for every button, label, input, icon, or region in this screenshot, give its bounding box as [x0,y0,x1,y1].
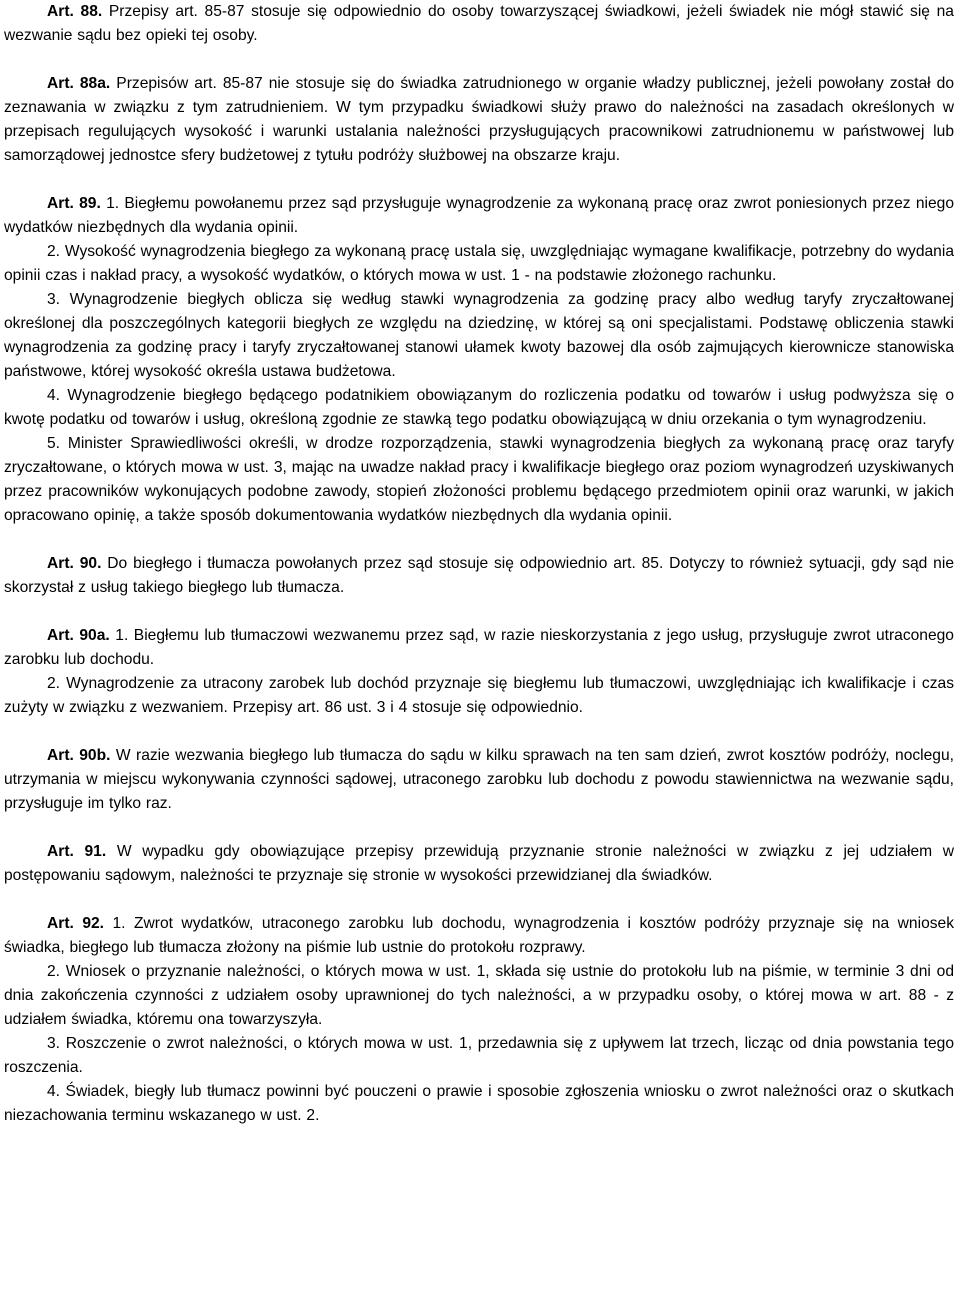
article-89-paragraph-5: 5. Minister Sprawiedliwości określi, w drodze rozporządzenia, stawki wynagrodzenia biegłych za wykonaną pracę oraz taryfy zryczałtowane, o których mowa w ust. 3, mając na uwadze nakład pracy i kwalifikacje biegłego oraz poziom wynagrodzeń uzyskiwanych przez pracowników wykonujących podobne zawody, stopień złożoności problemu będącego przedmiotem opinii oraz warunki, w jakich opracowano opinię, a także sposób dokumentowania wydatków niezbędnych dla wydania opinii. [4,435,954,524]
article-heading: Art. 90. [47,555,102,572]
article-92-paragraph-4: 4. Świadek, biegły lub tłumacz powinni być pouczeni o prawie i sposobie zgłoszenia wniosku o zwrot należności oraz o skutkach niezachowania terminu wskazanego w ust. 2. [4,1083,954,1124]
article-92-paragraph-2: 2. Wniosek o przyznanie należności, o których mowa w ust. 1, składa się ustnie do protokołu lub na piśmie, w terminie 3 dni od dnia zakończenia czynności z udziałem osoby uprawnionej do tych należności, a w przypadku osoby, o której mowa w art. 88 - z udziałem świadka, któremu ona towarzyszyła. [4,963,954,1028]
paragraph-text: 1. Zwrot wydatków, utraconego zarobku lub dochodu, wynagrodzenia i kosztów podróży przyznaje się na wniosek świadka, biegłego lub tłumacza złożony na piśmie lub ustnie do protokołu rozprawy. [4,915,955,956]
article-heading: Art. 88a. [47,75,111,92]
paragraph-text: Przepisów art. 85-87 nie stosuje się do świadka zatrudnionego w organie władzy publicznej, jeżeli powołany został do zeznawania w związku z tym zatrudnieniem. W tym przypadku świadkowi służy prawo do należności na zasadach określonych w przepisach regulujących wysokość i warunki ustalania należności przysługujących pracownikowi zatrudnionemu w państwowej lub samorządowej jednostce sfery budżetowej z tytułu podróży służbowej na obszarze kraju. [4,75,954,164]
article-heading: Art. 90a. [47,627,110,644]
article-91-paragraph-1 [4,840,954,888]
paragraph-text: W razie wezwania biegłego lub tłumacza do sądu w kilku sprawach na ten sam dzień, zwrot kosztów podróży, noclegu, utrzymania w miejscu wykonywania czynności sądowej, utraconego zarobku lub dochodu z powodu stawiennictwa na wezwanie sądu, przysługuje im tylko raz. [4,747,954,812]
paragraph-text: Przepisy art. 85-87 stosuje się odpowiednio do osoby towarzyszącej świadkowi, jeżeli świadek nie mógł stawić się na wezwanie sądu bez opieki tej osoby. [4,3,954,44]
paragraph-text: 1. Biegłemu powołanemu przez sąd przysługuje wynagrodzenie za wykonaną pracę oraz zwrot poniesionych przez niego wydatków niezbędnych dla wydania opinii. [4,195,954,236]
article-90-paragraph-1 [4,552,954,600]
article-89-paragraph-1 [4,192,954,240]
paragraph-text: 1. Biegłemu lub tłumaczowi wezwanemu przez sąd, w razie nieskorzystania z jego usług, przysługuje zwrot utraconego zarobku lub dochodu. [4,627,954,668]
article-90a-paragraph-1 [4,624,954,672]
article-90a-paragraph-2: 2. Wynagrodzenie za utracony zarobek lub dochód przyznaje się biegłemu lub tłumaczowi, uwzględniając ich kwalifikacje i czas zużyty w związku z wezwaniem. Przepisy art. 86 ust. 3 i 4 stosuje się odpowiednio. [4,675,954,716]
paragraph-text: W wypadku gdy obowiązujące przepisy przewidują przyznanie stronie należności w związku z jej udziałem w postępowaniu sądowym, należności te przyznaje się stronie w wysokości przewidzianej dla świadków. [4,843,955,884]
article-heading: Art. 88. [47,3,103,20]
article-89-paragraph-3: 3. Wynagrodzenie biegłych oblicza się według stawki wynagrodzenia za godzinę pracy albo według taryfy zryczałtowanej określonej dla poszczególnych kategorii biegłych ze względu na dziedzinę, w której są oni specjalistami. Podstawę obliczenia stawki wynagrodzenia za godzinę pracy i taryfy zryczałtowanej stanowi ułamek kwoty bazowej dla osób zajmujących kierownicze stanowiska państwowe, której wysokość określa ustawa budżetowa. [4,291,954,380]
paragraph-text: Do biegłego i tłumacza powołanych przez sąd stosuje się odpowiednio art. 85. Dotyczy to również sytuacji, gdy sąd nie skorzystał z usług takiego biegłego lub tłumacza. [4,555,954,596]
article-88-paragraph-1 [4,0,954,48]
article-89-paragraph-4: 4. Wynagrodzenie biegłego będącego podatnikiem obowiązanym do rozliczenia podatku od towarów i usług podwyższa się o kwotę podatku od towarów i usług, określoną zgodnie ze stawką tego podatku obowiązującą w dniu orzekania o tym wynagrodzeniu. [4,387,954,428]
article-heading: Art. 90b. [47,747,111,764]
article-92-paragraph-1 [4,912,954,960]
article-88a-paragraph-1 [4,72,954,168]
article-heading: Art. 89. [47,195,101,212]
article-92-paragraph-3: 3. Roszczenie o zwrot należności, o których mowa w ust. 1, przedawnia się z upływem lat trzech, licząc od dnia powstania tego roszczenia. [4,1035,954,1076]
article-heading: Art. 91. [47,843,107,860]
article-90b-paragraph-1 [4,744,954,816]
article-heading: Art. 92. [47,915,105,932]
article-89-paragraph-2: 2. Wysokość wynagrodzenia biegłego za wykonaną pracę ustala się, uwzględniając wymagane kwalifikacje, potrzebny do wydania opinii czas i nakład pracy, a wysokość wydatków, o których mowa w ust. 1 - na podstawie złożonego rachunku. [4,243,954,284]
